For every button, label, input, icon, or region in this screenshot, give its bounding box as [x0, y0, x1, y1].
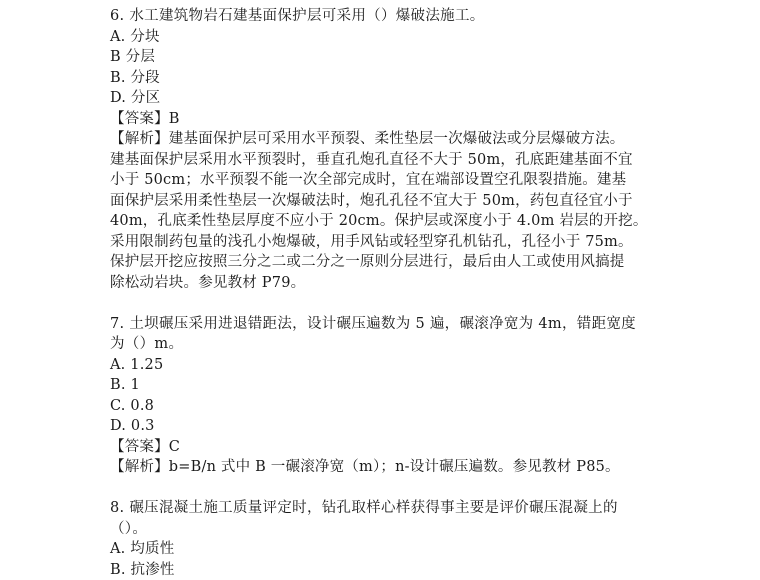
question-7-answer: 【答案】C [110, 437, 670, 458]
question-8-option-b: B. 抗渗性 [110, 560, 670, 580]
question-6-explanation-line: 采用限制药包量的浅孔小炮爆破，用手风钻或轻型穿孔机钻孔，孔径小于 75m。 [110, 232, 670, 253]
question-6-option-b: B 分层 [110, 47, 670, 68]
question-6-explanation-line: 建基面保护层采用水平预裂时，垂直孔炮孔直径不大于 50m，孔底距建基面不宜 [110, 150, 670, 171]
question-7-option-a: A. 1.25 [110, 355, 670, 376]
question-7-stem-line: 为（）m。 [110, 334, 670, 355]
question-6-explanation-line: 面保护层采用柔性垫层一次爆破法时，炮孔孔径不宜大于 50m，药包直径宜小于 [110, 191, 670, 212]
question-6-explanation-line: 除松动岩块。参见教材 P79。 [110, 273, 670, 294]
question-8-option-a: A. 均质性 [110, 539, 670, 560]
question-6-option-c: B. 分段 [110, 68, 670, 89]
question-6-explanation-line: 40m，孔底柔性垫层厚度不应小于 20cm。保护层或深度小于 4.0m 岩层的开挖。 [110, 211, 670, 232]
question-6-option-d: D. 分区 [110, 88, 670, 109]
question-7-stem-line: 7. 土坝碾压采用进退错距法，设计碾压遍数为 5 遍，碾滚净宽为 4m，错距宽度 [110, 314, 670, 335]
exam-document [110, 6, 670, 580]
spacer [110, 478, 670, 499]
spacer [110, 293, 670, 314]
question-7-option-d: D. 0.3 [110, 416, 670, 437]
question-6-option-a: A. 分块 [110, 27, 670, 48]
question-7-explanation: 【解析】b=B/n 式中 B 一碾滚净宽（m）；n-设计碾压遍数。参见教材 P85。 [110, 457, 670, 478]
question-8-stem-line: 8. 碾压混凝土施工质量评定时，钻孔取样心样获得事主要是评价碾压混凝上的 [110, 498, 670, 519]
question-7-option-b: B. 1 [110, 375, 670, 396]
question-6-explanation-line: 保护层开挖应按照三分之二或二分之一原则分层进行，最后由人工或使用风搞提 [110, 252, 670, 273]
question-6-explanation-line: 小于 50cm；水平预裂不能一次全部完成时，宜在端部设置空孔限裂措施。建基 [110, 170, 670, 191]
question-6-stem: 6. 水工建筑物岩石建基面保护层可采用（）爆破法施工。 [110, 6, 670, 27]
question-6-explanation-line: 【解析】建基面保护层可采用水平预裂、柔性垫层一次爆破法或分层爆破方法。 [110, 129, 670, 150]
question-6-answer: 【答案】B [110, 109, 670, 130]
question-8-stem-line: （）。 [110, 519, 670, 540]
question-7-option-c: C. 0.8 [110, 396, 670, 417]
